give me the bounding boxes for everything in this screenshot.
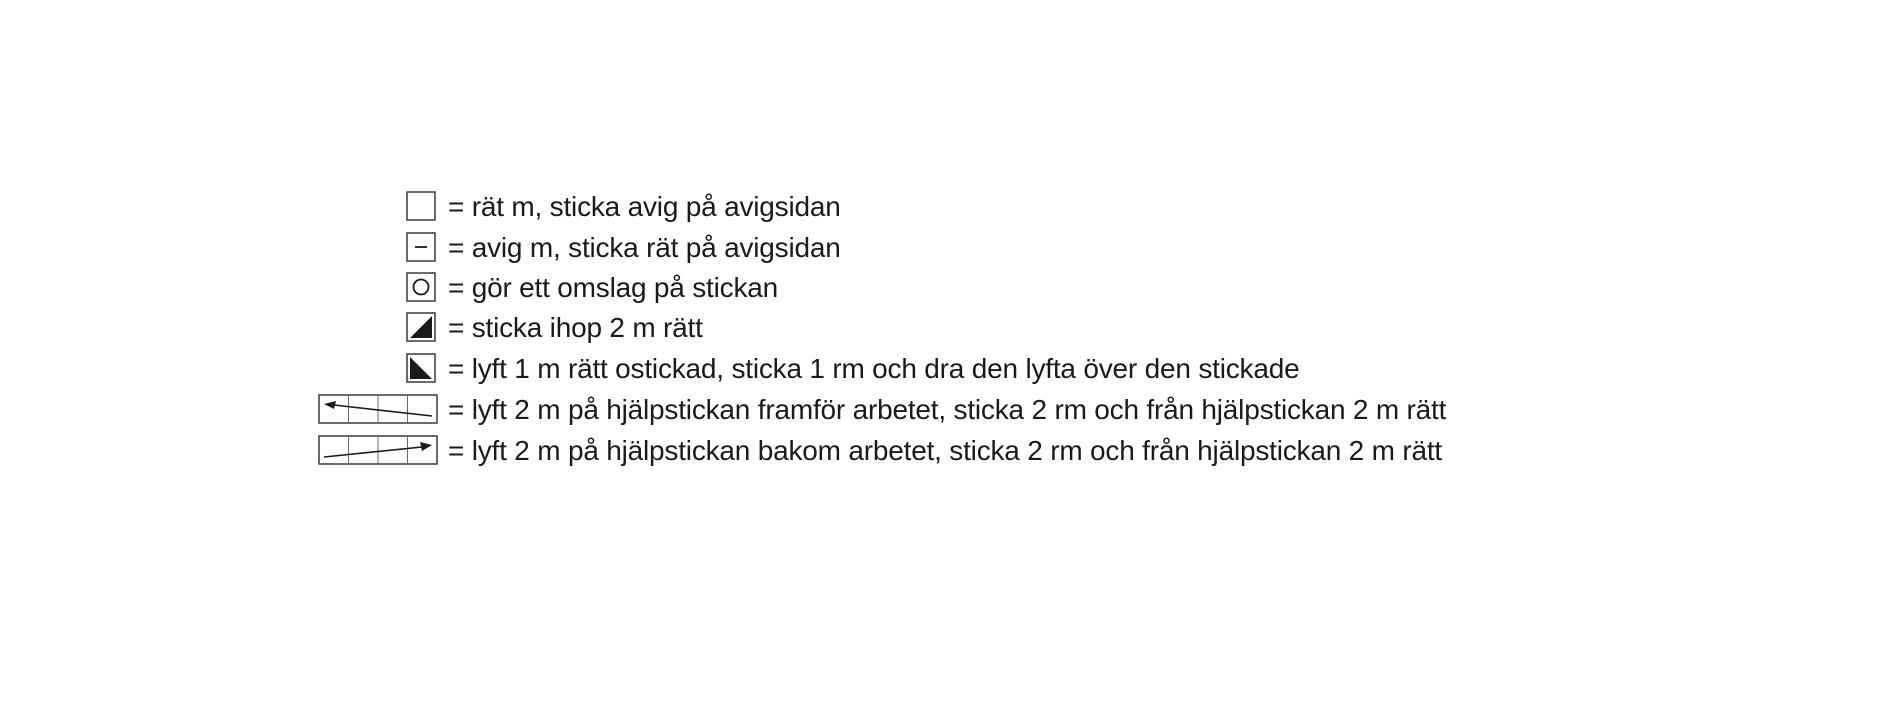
legend-text-yarn-over: = gör ett omslag på stickan bbox=[448, 272, 778, 303]
legend-text-cable-back: = lyft 2 m på hjälpstickan bakom arbetet, sticka 2 rm och från hjälpstickan 2 m rätt bbox=[448, 435, 1442, 466]
circle-square-icon bbox=[406, 272, 436, 302]
cable-left-arrow-icon bbox=[318, 394, 438, 424]
legend-row-skp bbox=[0, 353, 1888, 385]
legend-text-skp: = lyft 1 m rätt ostickad, sticka 1 rm och dra den lyfta över den stickade bbox=[448, 353, 1300, 384]
legend-row-cable-front bbox=[0, 394, 1888, 426]
dash-square-icon bbox=[406, 232, 436, 262]
legend-row-knit bbox=[0, 191, 1888, 223]
legend-row-cable-back bbox=[0, 435, 1888, 467]
legend-text-knit: = rät m, sticka avig på avigsidan bbox=[448, 191, 841, 222]
right-slant-triangle-icon bbox=[406, 312, 436, 342]
left-slant-triangle-icon bbox=[406, 353, 436, 383]
legend-text-cable-front: = lyft 2 m på hjälpstickan framför arbetet, sticka 2 rm och från hjälpstickan 2 m rätt bbox=[448, 394, 1447, 425]
legend-row-yarn-over bbox=[0, 272, 1888, 304]
empty-square-icon bbox=[406, 191, 436, 221]
legend-row-k2tog bbox=[0, 312, 1888, 344]
legend-text-purl: = avig m, sticka rät på avigsidan bbox=[448, 232, 841, 263]
cable-right-arrow-icon bbox=[318, 435, 438, 465]
legend-row-purl bbox=[0, 232, 1888, 264]
legend-text-k2tog: = sticka ihop 2 m rätt bbox=[448, 312, 703, 343]
